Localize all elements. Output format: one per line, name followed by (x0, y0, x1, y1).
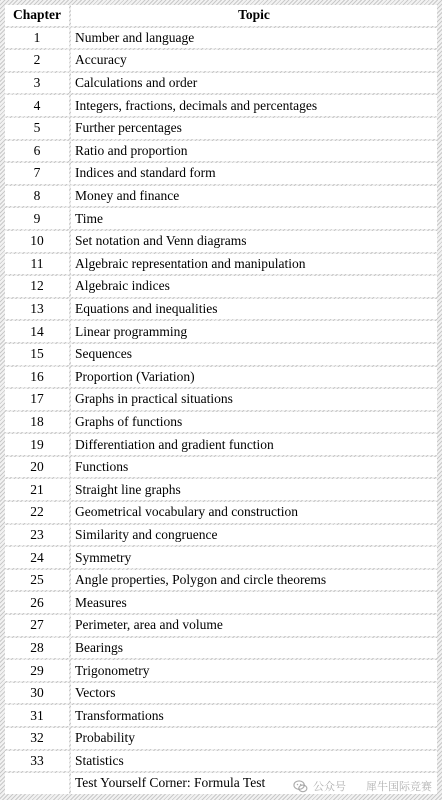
topic-cell: Similarity and congruence (71, 525, 437, 546)
topic-cell: Angle properties, Polygon and circle theorems (71, 570, 437, 591)
topic-cell: Ratio and proportion (71, 141, 437, 162)
topic-cell: Differentiation and gradient function (71, 434, 437, 455)
topic-cell: Trigonometry (71, 660, 437, 681)
table-row (5, 28, 437, 49)
chapter-number-cell: 20 (5, 457, 69, 478)
table-row (5, 434, 437, 455)
chapter-number-cell: 25 (5, 570, 69, 591)
topic-cell: Indices and standard form (71, 163, 437, 184)
chapter-number-cell: 3 (5, 73, 69, 94)
table-row (5, 254, 437, 275)
topic-cell: Bearings (71, 638, 437, 659)
topic-cell: Integers, fractions, decimals and percentages (71, 95, 437, 116)
chapter-number-cell: 6 (5, 141, 69, 162)
topic-cell: Geometrical vocabulary and construction (71, 502, 437, 523)
table-row (5, 231, 437, 252)
chapter-number-cell: 33 (5, 751, 69, 772)
chapter-number-cell: 13 (5, 299, 69, 320)
chapter-number-cell: 12 (5, 276, 69, 297)
chapter-number-cell: 26 (5, 592, 69, 613)
topic-cell: Probability (71, 728, 437, 749)
table-row (5, 299, 437, 320)
chapter-number-cell: 18 (5, 412, 69, 433)
chapter-number-cell: 4 (5, 95, 69, 116)
chapter-number-cell: 11 (5, 254, 69, 275)
table-row (5, 50, 437, 71)
chapter-number-cell: 19 (5, 434, 69, 455)
table-row (5, 660, 437, 681)
chapter-number-cell: 31 (5, 705, 69, 726)
table-row (5, 95, 437, 116)
chapter-number-cell: 32 (5, 728, 69, 749)
topic-cell: Further percentages (71, 118, 437, 139)
chapter-number-cell: 15 (5, 344, 69, 365)
table-row (5, 457, 437, 478)
chapter-number-cell: 7 (5, 163, 69, 184)
column-header-chapter: Chapter (5, 5, 69, 26)
topic-cell: Graphs in practical situations (71, 389, 437, 410)
table-row (5, 118, 437, 139)
topic-cell: Calculations and order (71, 73, 437, 94)
table-row (5, 728, 437, 749)
chapter-number-cell: 2 (5, 50, 69, 71)
watermark-label: 公众号 (313, 780, 346, 793)
chapter-number-cell: 14 (5, 321, 69, 342)
table-row (5, 321, 437, 342)
chapter-number-cell: 16 (5, 367, 69, 388)
table-row (5, 479, 437, 500)
table-row (5, 141, 437, 162)
chapter-topic-table (3, 3, 439, 796)
table-row (5, 615, 437, 636)
topic-cell: Linear programming (71, 321, 437, 342)
topic-cell: Accuracy (71, 50, 437, 71)
chapter-number-cell: 17 (5, 389, 69, 410)
table-row (5, 547, 437, 568)
chapter-number-cell: 21 (5, 479, 69, 500)
topic-cell: Functions (71, 457, 437, 478)
table-row (5, 344, 437, 365)
watermark-account: 犀牛国际竞赛 (366, 780, 432, 793)
table-row (5, 570, 437, 591)
chapter-number-cell: 28 (5, 638, 69, 659)
table-row (5, 683, 437, 704)
chapter-number-cell: 24 (5, 547, 69, 568)
chapter-number-cell: 1 (5, 28, 69, 49)
table-row (5, 638, 437, 659)
topic-cell: Money and finance (71, 186, 437, 207)
topic-cell: Straight line graphs (71, 479, 437, 500)
table-row (5, 773, 437, 794)
topic-cell: Vectors (71, 683, 437, 704)
topic-cell: Test Yourself Corner: Formula Test (71, 773, 437, 794)
chapter-number-cell: 27 (5, 615, 69, 636)
table-row (5, 502, 437, 523)
chapter-number-cell: 29 (5, 660, 69, 681)
table-row (5, 367, 437, 388)
table-row (5, 412, 437, 433)
topic-cell: Transformations (71, 705, 437, 726)
chapter-number-cell: 30 (5, 683, 69, 704)
topic-cell: Symmetry (71, 547, 437, 568)
chapter-number-cell: 5 (5, 118, 69, 139)
table-row (5, 389, 437, 410)
table-header-row (5, 5, 437, 26)
topic-cell: Set notation and Venn diagrams (71, 231, 437, 252)
topic-cell: Statistics (71, 751, 437, 772)
topic-cell: Algebraic representation and manipulation (71, 254, 437, 275)
chapter-number-cell: 9 (5, 208, 69, 229)
chapter-number-cell (5, 773, 69, 794)
table-row (5, 525, 437, 546)
topic-cell: Proportion (Variation) (71, 367, 437, 388)
chapter-number-cell: 8 (5, 186, 69, 207)
table-row (5, 163, 437, 184)
topic-cell: Algebraic indices (71, 276, 437, 297)
table-row (5, 751, 437, 772)
column-header-topic: Topic (71, 5, 437, 26)
topic-cell: Sequences (71, 344, 437, 365)
table-row (5, 208, 437, 229)
table-row (5, 276, 437, 297)
topic-cell: Equations and inequalities (71, 299, 437, 320)
chapter-number-cell: 10 (5, 231, 69, 252)
table-body (5, 28, 437, 794)
table-row (5, 186, 437, 207)
table-row (5, 592, 437, 613)
topic-cell: Perimeter, area and volume (71, 615, 437, 636)
topic-cell: Graphs of functions (71, 412, 437, 433)
topic-cell: Measures (71, 592, 437, 613)
topic-cell: Number and language (71, 28, 437, 49)
topic-cell: Time (71, 208, 437, 229)
table-row (5, 705, 437, 726)
chapter-number-cell: 23 (5, 525, 69, 546)
chapter-number-cell: 22 (5, 502, 69, 523)
table-row (5, 73, 437, 94)
